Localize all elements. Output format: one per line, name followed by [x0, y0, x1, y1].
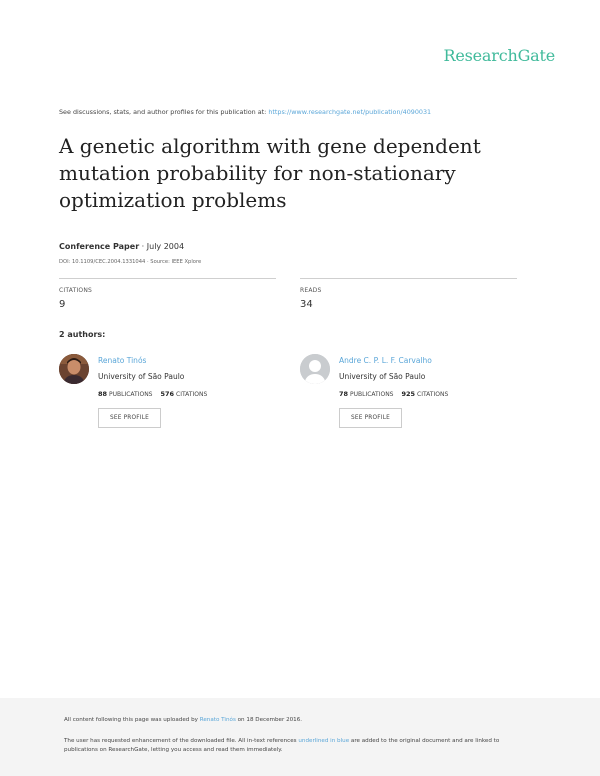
upload-notice: [64, 717, 302, 723]
citations-label: CITATIONS: [59, 287, 93, 294]
author-publications-label: PUBLICATIONS: [108, 391, 153, 398]
author-card: [59, 354, 269, 434]
enhancement-text-end: are added to the original document and are linked to publications on ResearchGate, letting you access and read them immediately.: [64, 738, 500, 753]
discussion-text: See discussions, stats, and author profiles for this publication at:: [59, 108, 269, 116]
author-publications-count: 88: [98, 390, 108, 398]
discussion-notice: [59, 108, 431, 116]
uploader-link[interactable]: Renato Tinós: [199, 717, 236, 723]
author-citations-label: CITATIONS: [417, 391, 449, 398]
author-publications-count: 78: [339, 390, 349, 398]
upload-date: on 18 December 2016.: [235, 717, 303, 723]
enhancement-notice: [64, 737, 524, 755]
enhancement-text: The user has requested enhancement of the downloaded file. All in-text references: [64, 738, 299, 744]
author-name-link[interactable]: Renato Tinós: [98, 356, 147, 365]
publication-type: Conference Paper: [59, 242, 140, 251]
footer: [0, 698, 600, 776]
author-card: [300, 354, 510, 434]
publication-doi: DOI: 10.1109/CEC.2004.1331044 · Source: IEEE Xplore: [59, 259, 202, 265]
researchgate-logo[interactable]: ResearchGate: [443, 46, 555, 65]
publication-type-date: [59, 242, 184, 251]
author-citations-label: CITATIONS: [176, 391, 208, 398]
divider-reads: [300, 278, 517, 279]
divider-citations: [59, 278, 276, 279]
publication-url-link[interactable]: https://www.researchgate.net/publication/4090031: [268, 108, 432, 116]
author-avatar[interactable]: [300, 354, 330, 384]
publication-date: · July 2004: [139, 242, 185, 251]
authors-heading: 2 authors:: [59, 330, 106, 339]
author-photo-icon: [59, 354, 89, 384]
publication-title: A genetic algorithm with gene dependent mutation probability for non-stationary optimization problems: [59, 134, 481, 212]
author-stats: [98, 390, 207, 398]
author-citations-count: 925: [401, 390, 416, 398]
user-placeholder-icon: [300, 354, 330, 384]
author-avatar[interactable]: [59, 354, 89, 384]
upload-text: All content following this page was uploaded by: [64, 717, 200, 723]
citations-value: 9: [59, 299, 66, 310]
author-publications-label: PUBLICATIONS: [349, 391, 394, 398]
author-institution: University of São Paulo: [339, 372, 426, 381]
see-profile-button[interactable]: SEE PROFILE: [339, 408, 402, 428]
author-stats: [339, 390, 448, 398]
reads-value: 34: [300, 299, 313, 310]
author-name-link[interactable]: Andre C. P. L. F. Carvalho: [339, 356, 432, 365]
reads-label: READS: [300, 287, 322, 294]
see-profile-button[interactable]: SEE PROFILE: [98, 408, 161, 428]
underlined-in-blue-link: underlined in blue: [298, 738, 350, 744]
author-citations-count: 576: [160, 390, 175, 398]
author-institution: University of São Paulo: [98, 372, 185, 381]
